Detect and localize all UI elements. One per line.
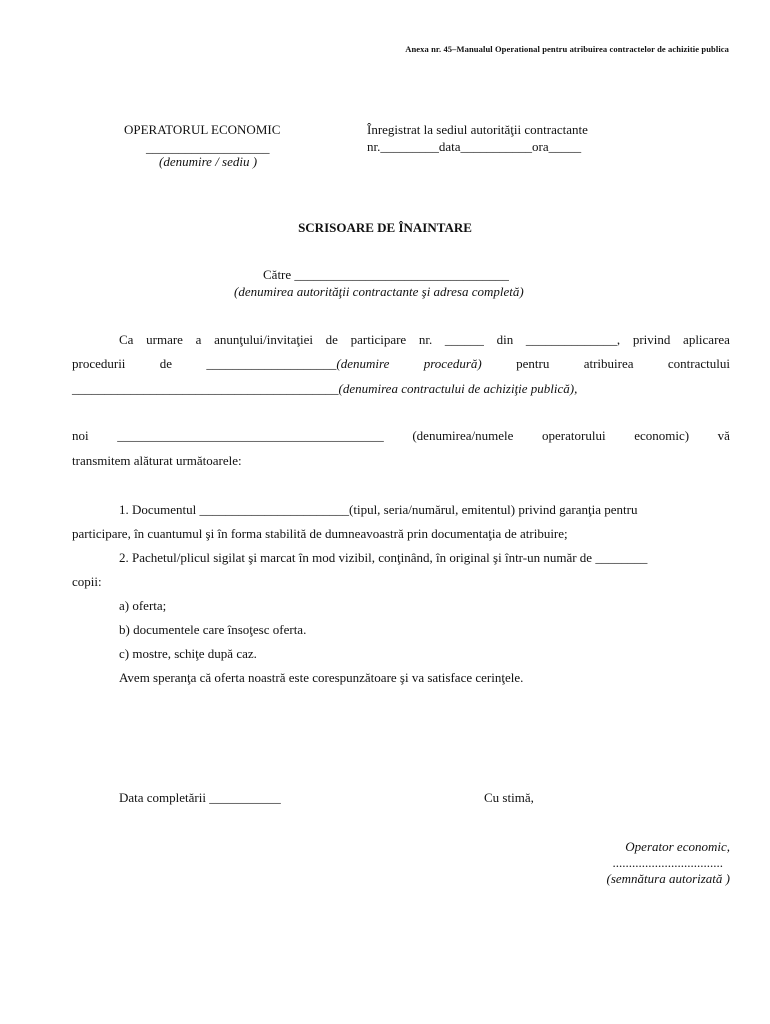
regards: Cu stimă,	[484, 790, 534, 805]
recipient-line: Către _________________________________	[263, 267, 509, 282]
p1-l2-w6: contractului	[667, 356, 730, 371]
p1-l1-w11: aplicarea	[683, 332, 730, 347]
p2-l1-w1: _________________________________________	[117, 428, 384, 443]
paragraph1-line2-words	[72, 356, 730, 372]
p2-l1-w2: (denumirea/numele	[412, 428, 514, 443]
p2-l1-w3: operatorului	[542, 428, 606, 443]
p1-l2-w0: procedurii	[72, 356, 126, 371]
item1-line2: participare, în cuantumul şi în forma stabilită de dumneavoastră prin documentaţia de atribuire;	[72, 526, 568, 541]
p1-l1-w7: ______	[444, 332, 484, 347]
paragraph1-line3	[72, 381, 730, 397]
p1-l1-w10: privind	[632, 332, 671, 347]
completion-date: Data completării ___________	[119, 790, 281, 805]
recipient-subtitle: (denumirea autorităţii contractante şi adresa completă)	[234, 284, 524, 299]
p1-l1-w4: de	[325, 332, 338, 347]
p1-l3-blank: _________________________________________	[72, 381, 339, 396]
p1-l1-w0: Ca	[119, 332, 134, 347]
annex-header: Anexa nr. 45–Manualul Operational pentru atribuirea contractelor de achizitie publica	[405, 44, 729, 54]
paragraph1-line2	[72, 356, 730, 372]
item1-line1: 1. Documentul _______________________(tipul, seria/numărul, emitentul) privind garanţia pentru	[119, 502, 638, 517]
p1-l1-w8: din	[496, 332, 514, 347]
p1-l1-w3: anunţului/invitaţiei	[214, 332, 313, 347]
p1-l1-w6: nr.	[418, 332, 433, 347]
signature-dots: ..................................	[612, 855, 723, 870]
p2-l1-w0: noi	[72, 428, 89, 443]
paragraph1-line1-text	[119, 332, 730, 348]
paragraph2-line1	[72, 428, 730, 444]
paragraph1-line1	[119, 332, 730, 348]
p1-l3-italic: (denumirea contractului de achiziţie publică),	[338, 381, 578, 396]
operator-blank-line: ___________________	[146, 140, 270, 155]
p1-l2-w4: pentru	[516, 356, 550, 371]
operator-signature-label: Operator economic,	[625, 839, 730, 854]
p2-l1-w4: economic)	[634, 428, 690, 443]
p1-l2-blank: ____________________	[206, 356, 337, 371]
registration-line-2: nr._________data___________ora_____	[367, 139, 582, 154]
paragraph2-line1-words	[72, 428, 730, 444]
p1-l2-w5: atribuirea	[583, 356, 634, 371]
p1-l2-italic: (denumire	[336, 356, 390, 371]
operator-title: OPERATORUL ECONOMIC	[124, 122, 281, 137]
item2-line2: copii:	[72, 574, 102, 589]
p1-l2-w1: de	[159, 356, 173, 371]
p1-l2-w3: procedură)	[423, 356, 482, 371]
list-item-c: c) mostre, schiţe după caz.	[119, 646, 257, 661]
closing-sentence: Avem speranţa că oferta noastră este corespunzătoare şi va satisface cerinţele.	[119, 670, 524, 685]
p1-l1-w1: urmare	[146, 332, 183, 347]
signature-caption: (semnătura autorizată )	[606, 871, 730, 886]
p1-l1-w5: participare	[350, 332, 407, 347]
list-item-b: b) documentele care însoţesc oferta.	[119, 622, 307, 637]
paragraph2-line2: transmitem alăturat următoarele:	[72, 453, 242, 468]
item2-line1: 2. Pachetul/plicul sigilat şi marcat în mod vizibil, conţinând, în original şi într-un număr de ________	[119, 550, 648, 565]
document-title: SCRISOARE DE ÎNAINTARE	[298, 220, 472, 235]
p1-l1-w2: a	[195, 332, 202, 347]
list-item-a: a) oferta;	[119, 598, 167, 613]
registration-line-1: Înregistrat la sediul autorităţii contractante	[367, 122, 588, 137]
p1-l2-w2	[206, 356, 389, 372]
p1-l1-w9: ______________,	[525, 332, 621, 347]
p2-l1-w5: vă	[717, 428, 730, 443]
operator-subtitle: (denumire / sediu )	[159, 154, 258, 169]
